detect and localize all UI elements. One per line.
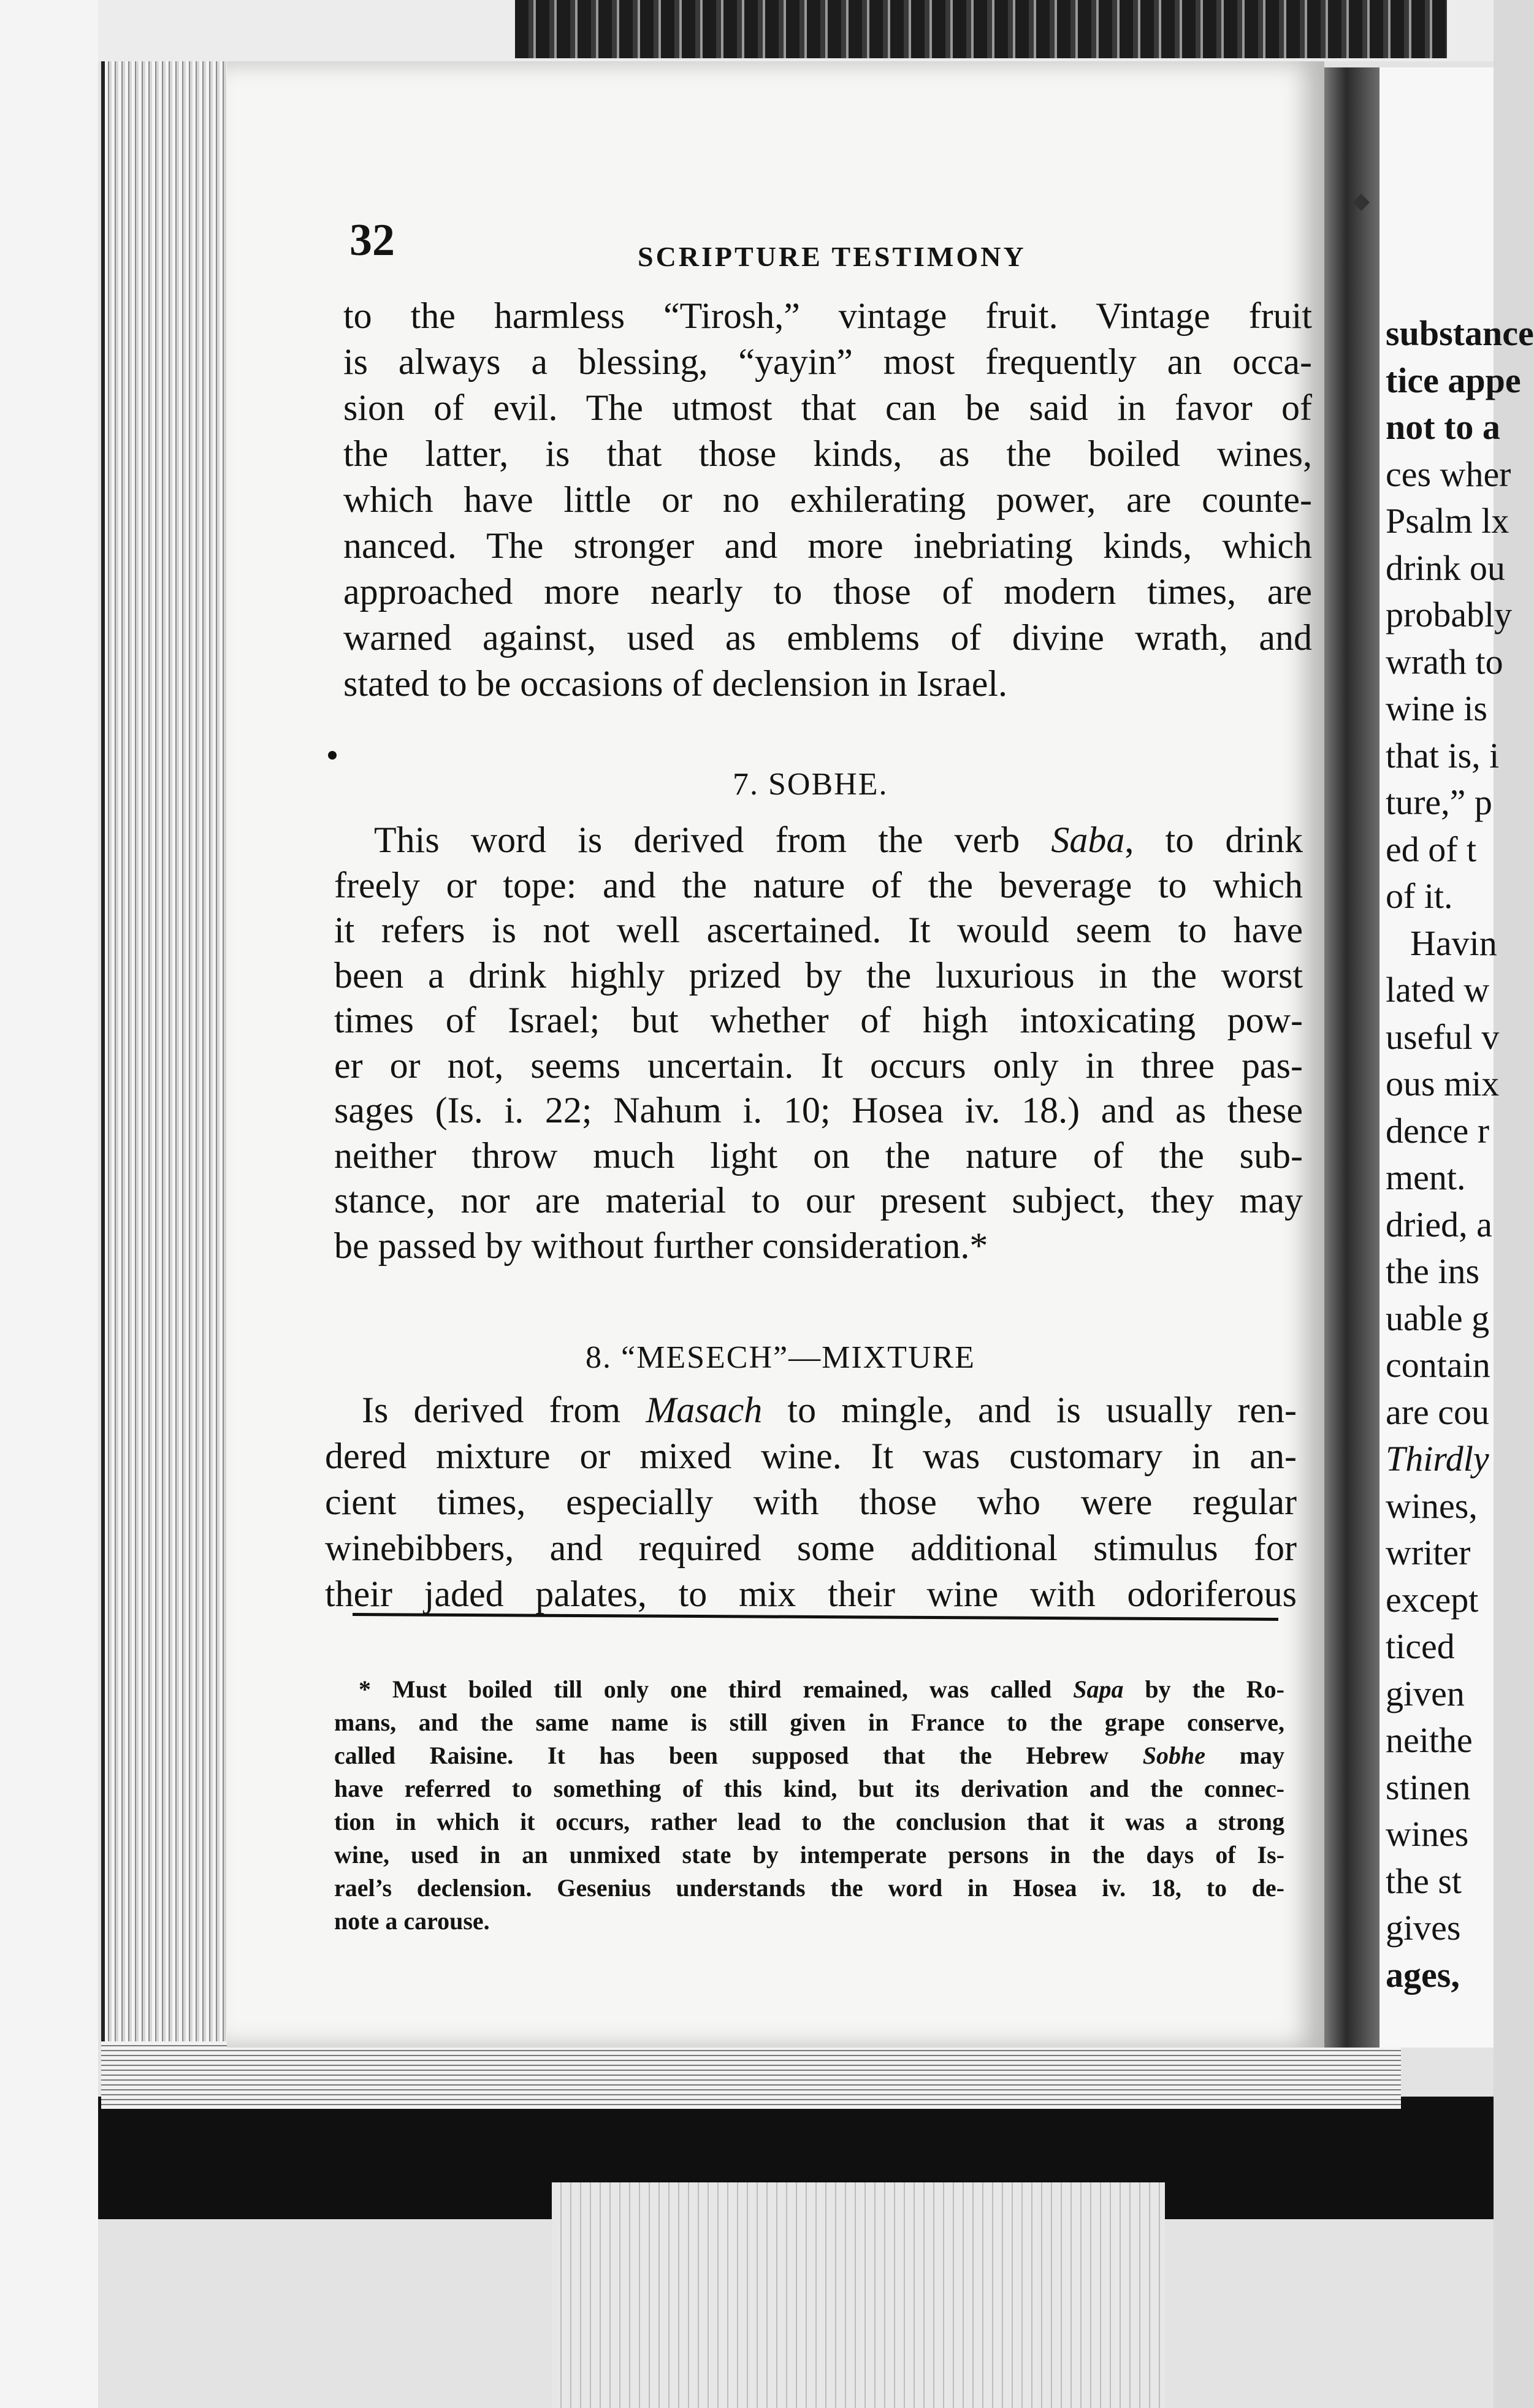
footnote-line: * Must boiled till only one third remained, was called Sapa by the Ro-	[359, 1675, 1284, 1703]
right-page-line: ment.	[1386, 1157, 1466, 1197]
right-page-line: dence r	[1386, 1110, 1490, 1151]
paragraph-2-line: been a drink highly prized by the luxurious in the worst	[334, 954, 1303, 996]
right-page-line: wrath to	[1386, 641, 1503, 682]
right-page-line: Thirdly	[1386, 1439, 1489, 1479]
right-page-line: Psalm lx	[1386, 501, 1509, 541]
right-page-line: stinen	[1386, 1767, 1471, 1807]
paragraph-1-line: sion of evil. The utmost that can be said in favor of	[343, 387, 1312, 428]
right-page-line: ture,” p	[1386, 782, 1492, 822]
paragraph-3-line: cient times, especially with those who were regular	[325, 1482, 1297, 1522]
paragraph-1-line: is always a blessing, “yayin” most frequently an occa-	[343, 341, 1312, 382]
scan-background-left	[0, 0, 98, 2408]
right-page-line: are cou	[1386, 1392, 1490, 1432]
right-page-line: wines	[1386, 1814, 1469, 1854]
paragraph-1-line: the latter, is that those kinds, as the boiled wines,	[343, 433, 1312, 474]
right-page-line: contain	[1386, 1345, 1490, 1385]
right-page-line: not to a	[1386, 407, 1500, 447]
book-gutter	[1324, 67, 1379, 2048]
paragraph-2-line: it refers is not well ascertained. It would seem to have	[334, 910, 1303, 950]
right-page-line: useful v	[1386, 1016, 1500, 1057]
book-page-edges-bottom	[101, 2041, 1401, 2109]
right-page-line: dried, a	[1386, 1204, 1492, 1244]
footnote-line: have referred to something of this kind, but its derivation and the connec-	[334, 1775, 1284, 1802]
paragraph-2-line: times of Israel; but whether of high intoxicating pow-	[334, 1000, 1303, 1040]
book-page-edges	[101, 61, 231, 2109]
paragraph-3-line: dered mixture or mixed wine. It was customary in an-	[325, 1436, 1297, 1476]
right-page-line: neithe	[1386, 1720, 1473, 1760]
paragraph-2-line: freely or tope: and the nature of the beverage to which	[334, 864, 1303, 905]
paragraph-2-line: This word is derived from the verb Saba, to drink	[374, 820, 1303, 860]
right-page-line: wine is	[1386, 688, 1487, 728]
right-page-line: the ins	[1386, 1251, 1480, 1291]
right-page-line: ces wher	[1386, 454, 1511, 494]
paragraph-3-line: winebibbers, and required some additional stimulus for	[325, 1528, 1297, 1568]
right-page-line: drink ou	[1386, 547, 1505, 588]
right-page-line: ages,	[1386, 1954, 1460, 1995]
right-page-line: uable g	[1386, 1298, 1490, 1338]
right-page-fragment	[1379, 67, 1534, 2048]
running-head: SCRIPTURE TESTIMONY	[638, 241, 1026, 272]
right-page-line: given	[1386, 1673, 1465, 1713]
right-page-line: lated w	[1386, 970, 1490, 1010]
paragraph-2-line: neither throw much light on the nature of the sub-	[334, 1135, 1303, 1176]
right-page-line: gives	[1386, 1908, 1461, 1948]
right-page-line: probably	[1386, 595, 1513, 634]
right-page-line: ous mix	[1386, 1064, 1500, 1103]
paragraph-1-line: approached more nearly to those of modern times, are	[343, 571, 1312, 612]
right-page-line: tice appe	[1386, 360, 1521, 400]
stray-ink-dot	[328, 751, 337, 760]
paragraph-1-line: warned against, used as emblems of divine wrath, and	[343, 617, 1312, 658]
right-page-line: of it.	[1386, 876, 1453, 916]
paragraph-1-line: to the harmless “Tirosh,” vintage fruit. Vintage fruit	[343, 295, 1312, 336]
right-page-line: ed of t	[1386, 829, 1477, 869]
footnote-line: rael’s declension. Gesenius understands the word in Hosea iv. 18, to de-	[334, 1874, 1284, 1902]
right-page-line: writer	[1386, 1533, 1471, 1572]
right-page-line: Havin	[1410, 923, 1497, 963]
right-page-line: that is, i	[1386, 735, 1500, 775]
paragraph-2-line: stance, nor are material to our present subject, they may	[334, 1180, 1303, 1221]
footnote-line: tion in which it occurs, rather lead to the conclusion that it was a strong	[334, 1808, 1284, 1835]
paragraph-2-line: er or not, seems uncertain. It occurs only in three pas-	[334, 1045, 1303, 1086]
paragraph-2-line: sages (Is. i. 22; Nahum i. 10; Hosea iv. 18.) and as these	[334, 1090, 1303, 1130]
paragraph-3-line: Is derived from Masach to mingle, and is usually ren-	[362, 1390, 1297, 1430]
page-number: 32	[349, 215, 395, 265]
right-page-line: except	[1386, 1579, 1479, 1620]
scan-background-strip-top	[515, 0, 1447, 58]
right-page-line: the st	[1386, 1861, 1462, 1901]
paragraph-2-line: be passed by without further consideration.*	[334, 1225, 988, 1266]
paragraph-3-line: their jaded palates, to mix their wine with odoriferous	[325, 1574, 1297, 1614]
section-heading-7: 7. SOBHE.	[733, 767, 888, 802]
paragraph-1-line: nanced. The stronger and more inebriating kinds, which	[343, 525, 1312, 566]
footnote-line: wine, used in an unmixed state by intemperate persons in the days of Is-	[334, 1841, 1284, 1869]
section-heading-8: 8. “MESECH”—MIXTURE	[586, 1340, 975, 1375]
paragraph-1-line: which have little or no exhilerating power, are counte-	[343, 479, 1312, 520]
footnote-line: mans, and the same name is still given in France to the grape conserve,	[334, 1709, 1284, 1736]
right-page-line: ticed	[1386, 1626, 1455, 1666]
footnote-line: note a carouse.	[334, 1907, 490, 1935]
paragraph-1-line: stated to be occasions of declension in Israel.	[343, 663, 1007, 704]
scan-background-strip-bottom	[552, 2182, 1165, 2408]
right-page-line: wines,	[1386, 1485, 1478, 1526]
right-page-line: substance	[1386, 313, 1534, 353]
footnote-line: called Raisine. It has been supposed that the Hebrew Sobhe may	[334, 1742, 1284, 1769]
